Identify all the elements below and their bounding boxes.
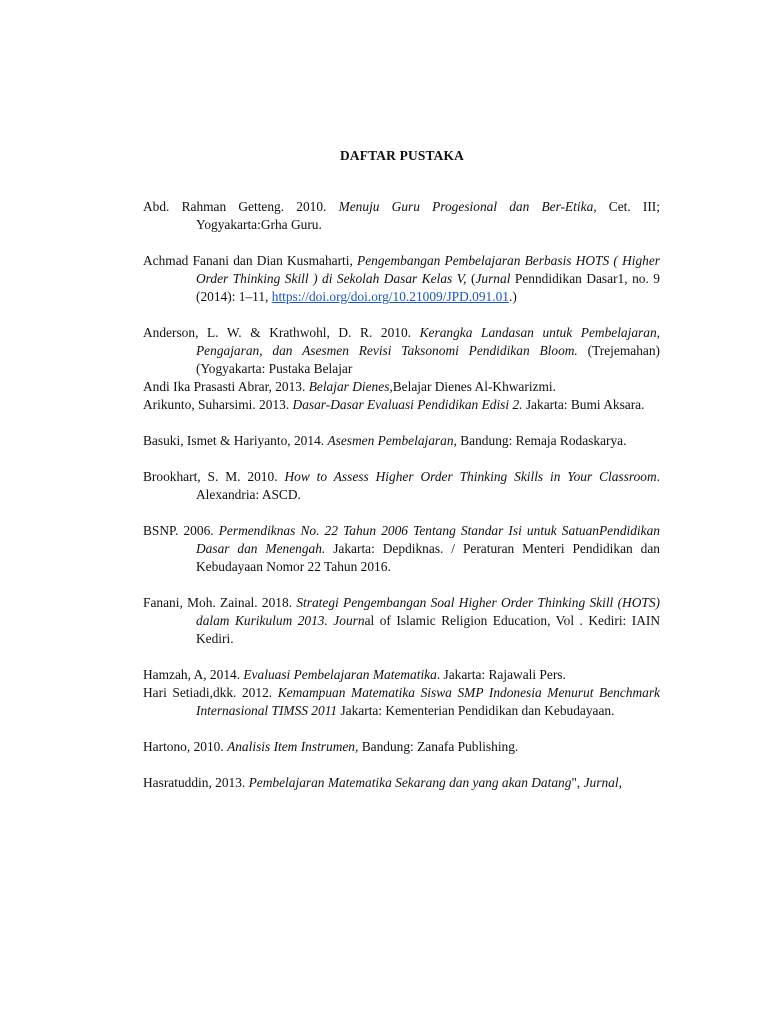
- reference-title: Jurnal: [475, 271, 511, 286]
- reference-text: BSNP. 2006.: [143, 523, 219, 538]
- reference-text: Hartono, 2010.: [143, 739, 228, 754]
- reference-entry: [143, 522, 660, 576]
- reference-title: Pengembangan Pembelajaran Berbasis HOTS ( Higher Order Thinking Skill ) di Sekolah Dasar Kelas V,: [196, 253, 660, 286]
- reference-text: Penndidikan Dasar1, no. 9 (2014): 1–11,: [196, 271, 660, 304]
- reference-title: How to Assess Higher Order Thinking Skills in Your Classroom: [284, 469, 657, 484]
- reference-entry: [143, 324, 660, 378]
- reference-title: Kerangka Landasan untuk Pembelajaran, Pengajaran, dan Asesmen Revisi Taksonomi Pendidikan Bloom.: [196, 325, 660, 358]
- reference-title: Menuju Guru Progesional dan Ber-Etika,: [338, 199, 597, 214]
- reference-entry: [143, 666, 660, 684]
- reference-title: Strategi Pengembangan Soal Higher Order Thinking Skill (HOTS) dalam Kurikulum 2013. Journ: [196, 595, 660, 628]
- reference-text: Cet. III; Yogyakarta:Grha Guru.: [196, 199, 660, 232]
- reference-list: [143, 198, 660, 792]
- reference-title: Dasar-Dasar Evaluasi Pendidikan Edisi 2.: [292, 397, 523, 412]
- reference-entry: [143, 684, 660, 720]
- reference-title: Belajar Dienes,: [308, 379, 393, 394]
- reference-entry: [143, 396, 660, 414]
- reference-title: Jurnal,: [583, 775, 622, 790]
- reference-text: Hari Setiadi,dkk. 2012.: [143, 685, 278, 700]
- reference-text: Hasratuddin, 2013.: [143, 775, 249, 790]
- reference-text: . Alexandria: ASCD.: [196, 469, 660, 502]
- reference-title: Pembelajaran Matematika Sekarang dan yang akan Datang: [248, 775, 572, 790]
- reference-text: . Jakarta: Rajawali Pers.: [436, 667, 566, 682]
- reference-entry: [143, 432, 660, 450]
- reference-entry: [143, 198, 660, 234]
- reference-title: Evaluasi Pembelajaran Matematika: [243, 667, 437, 682]
- reference-title: Permendiknas No. 22 Tahun 2006 Tentang Standar Isi untuk SatuanPendidikan Dasar dan Menengah.: [196, 523, 660, 556]
- reference-text: (Trejemahan) (Yogyakarta: Pustaka Belajar: [196, 343, 660, 376]
- reference-text: Jakarta: Kementerian Pendidikan dan Kebudayaan.: [337, 703, 615, 718]
- reference-text: Abd. Rahman Getteng. 2010.: [143, 199, 339, 214]
- page-title: DAFTAR PUSTAKA: [340, 148, 464, 163]
- reference-text: Hamzah, A, 2014.: [143, 667, 244, 682]
- reference-title: Asesmen Pembelajaran: [327, 433, 454, 448]
- reference-text: Jakarta: Depdiknas. / Peraturan Menteri Pendidikan dan Kebudayaan Nomor 22 Tahun 2016.: [196, 541, 660, 574]
- reference-text: Arikunto, Suharsimi. 2013.: [143, 397, 293, 412]
- reference-text: Bandung: Zanafa Publishing.: [358, 739, 519, 754]
- reference-entry: [143, 738, 660, 756]
- reference-text: Belajar Dienes Al-Khwarizmi.: [392, 379, 556, 394]
- reference-title: Analisis Item Instrumen,: [227, 739, 359, 754]
- reference-entry: [143, 594, 660, 648]
- reference-text: Basuki, Ismet & Hariyanto, 2014.: [143, 433, 328, 448]
- reference-entry: [143, 468, 660, 504]
- reference-text: ",: [571, 775, 584, 790]
- reference-text: Achmad Fanani dan Dian Kusmaharti,: [143, 253, 358, 268]
- reference-title: Kemampuan Matematika Siswa SMP Indonesia Menurut Benchmark Internasional TIMSS 2011: [196, 685, 660, 718]
- reference-text: Brookhart, S. M. 2010.: [143, 469, 285, 484]
- doi-link[interactable]: https://doi.org/doi.org/10.21009/JPD.091.01: [271, 289, 509, 304]
- reference-entry: [143, 774, 660, 792]
- reference-text: Jakarta: Bumi Aksara.: [522, 397, 645, 412]
- reference-text: al of Islamic Religion Education, Vol . Kediri: IAIN Kediri.: [196, 613, 660, 646]
- reference-text: , Bandung: Remaja Rodaskarya.: [453, 433, 627, 448]
- reference-text: Fanani, Moh. Zainal. 2018.: [143, 595, 297, 610]
- reference-text: (: [466, 271, 476, 286]
- reference-entry: [143, 252, 660, 306]
- reference-text: Anderson, L. W. & Krathwohl, D. R. 2010.: [143, 325, 420, 340]
- reference-text: .): [508, 289, 517, 304]
- reference-entry: [143, 378, 660, 396]
- reference-text: Andi Ika Prasasti Abrar, 2013.: [143, 379, 309, 394]
